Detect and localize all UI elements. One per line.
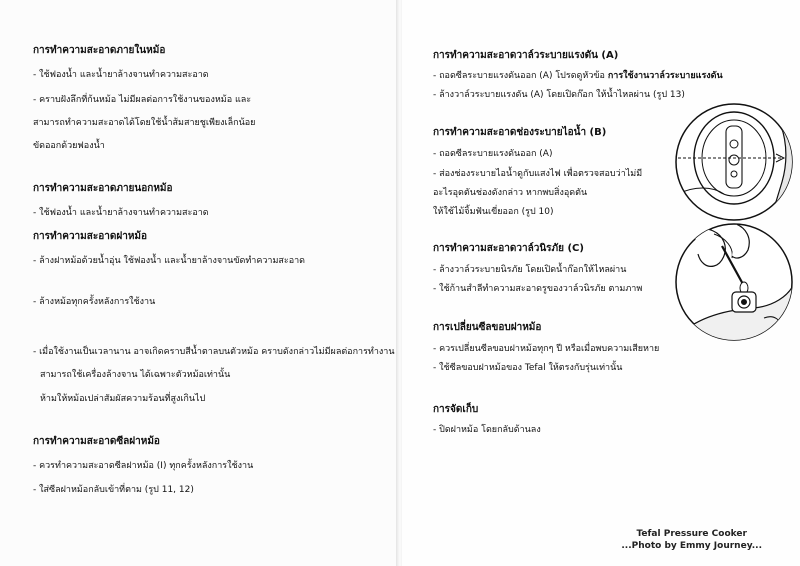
- text-line: - ส่องช่องระบายไอน้ำดูกับแสงไฟ เพื่อตรวจสอบว่าไม่มี: [433, 169, 643, 179]
- heading-clean-steam-vent: การทำความสะอาดช่องระบายไอน้ำ (B): [433, 127, 607, 138]
- pressure-cooker-lid-steam-vent-icon: [674, 102, 794, 224]
- heading-clean-lid-seal: การทำความสะอาดซีลฝาหม้อ: [33, 436, 160, 447]
- right-page: [402, 0, 800, 566]
- text-line: ห้ามให้หม้อเปล่าสัมผัสความร้อนที่สูงเกินไป: [40, 394, 206, 404]
- text-line: - ล้างหม้อทุกครั้งหลังการใช้งาน: [33, 297, 156, 307]
- credit-line: Tefal Pressure Cooker: [636, 529, 747, 539]
- heading-clean-lid: การทำความสะอาดฝาหม้อ: [33, 231, 148, 242]
- text-line: - ใช้ก้านสำลีทำความสะอาดรูของวาล์วนิรภัย ตามภาพ: [433, 284, 643, 294]
- heading-clean-outside: การทำความสะอาดภายนอกหม้อ: [33, 183, 173, 194]
- text-line: - ใช้ซีลขอบฝาหม้อของ Tefal ให้ตรงกับรุ่นเท่านั้น: [433, 363, 623, 373]
- photo-credit: [621, 528, 762, 552]
- text-line: สามารถทำความสะอาดได้โดยใช้น้ำส้มสายชูเพียงเล็กน้อย: [33, 118, 256, 128]
- text-line: - ล้างฝาหม้อด้วยน้ำอุ่น ใช้ฟองน้ำ และน้ำยาล้างจานขัดทำความสะอาด: [33, 256, 306, 266]
- text-line: - เมื่อใช้งานเป็นเวลานาน อาจเกิดคราบสีน้ำตาลบนตัวหม้อ คราบดังกล่าวไม่มีผลต่อการทำงาน: [33, 347, 395, 357]
- text-line: - ปิดฝาหม้อ โดยกลับด้านลง: [433, 425, 541, 435]
- text-line: - ควรเปลี่ยนซีลขอบฝาหม้อทุกๆ ปี หรือเมื่อพบความเสียหาย: [433, 344, 660, 354]
- text-line: - ล้างวาล์วระบายนิรภัย โดยเปิดน้ำก๊อกให้ไหลผ่าน: [433, 265, 627, 275]
- text-line: - ใช้ฟองน้ำ และน้ำยาล้างจานทำความสะอาด: [33, 208, 209, 218]
- text-line: - คราบฝังลึกที่ก้นหม้อ ไม่มีผลต่อการใช้งานของหม้อ และ: [33, 95, 252, 105]
- left-page: [0, 0, 399, 566]
- text-line: [433, 70, 723, 82]
- text-line: ขัดออกด้วยฟองน้ำ: [33, 141, 105, 151]
- text-line: สามารถใช้เครื่องล้างจาน ได้เฉพาะตัวหม้อเท่านั้น: [40, 370, 231, 380]
- text-line: - ใช้ฟองน้ำ และน้ำยาล้างจานทำความสะอาด: [33, 70, 209, 80]
- text-line: ให้ใช้ไม้จิ้มฟันเขี่ยออก (รูป 10): [433, 207, 554, 217]
- text-line: - ควรทำความสะอาดซีลฝาหม้อ (I) ทุกครั้งหลังการใช้งาน: [33, 461, 254, 471]
- heading-clean-safety-valve: การทำความสะอาดวาล์วนิรภัย (C): [433, 243, 584, 254]
- text-line: - ถอดซีลระบายแรงดันออก (A): [433, 149, 553, 159]
- text-segment: - ถอดซีลระบายแรงดันออก (A) โปรดดูหัวข้อ: [433, 71, 608, 81]
- text-line: - ล้างวาล์วระบายแรงดัน (A) โดยเปิดก๊อก ให้น้ำไหลผ่าน (รูป 13): [433, 90, 685, 100]
- credit-line: ...Photo by Emmy Journey...: [621, 541, 762, 551]
- cotton-swab-safety-valve-icon: [674, 222, 794, 342]
- heading-replace-seal: การเปลี่ยนซีลขอบฝาหม้อ: [433, 322, 542, 333]
- text-line: - ใส่ซีลฝาหม้อกลับเข้าที่ตาม (รูป 11, 12): [33, 485, 194, 495]
- heading-storage: การจัดเก็บ: [433, 404, 479, 415]
- heading-clean-inside: การทำความสะอาดภายในหม้อ: [33, 45, 166, 56]
- heading-clean-pressure-valve: การทำความสะอาดวาล์วระบายแรงดัน (A): [433, 50, 619, 61]
- text-bold-reference: การใช้งานวาล์วระบายแรงดัน: [607, 71, 723, 81]
- text-line: อะไรอุดตันช่องดังกล่าว หากพบสิ่งอุดตัน: [433, 188, 588, 198]
